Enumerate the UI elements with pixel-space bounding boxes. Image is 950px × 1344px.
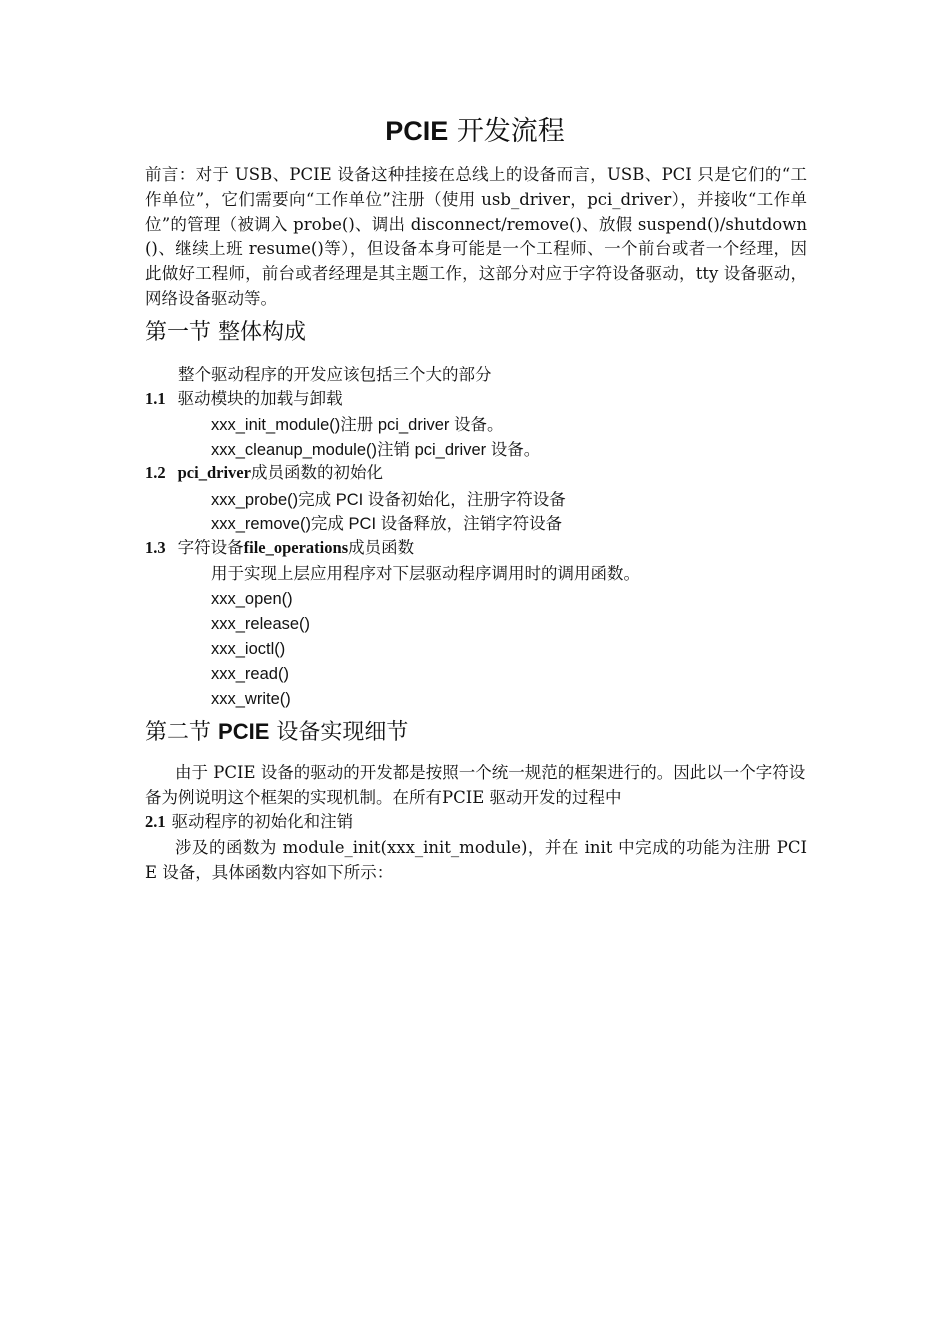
subsection-1-3-number: 1.3: [145, 538, 166, 557]
title-latin: PCIE: [385, 116, 449, 146]
subsection-1-2: [145, 461, 383, 485]
section2-paragraph-1: 由于 PCIE 设备的驱动的开发都是按照一个统一规范的框架进行的。因此以一个字符设备为例说明这个框架的实现机制。在所有PCIE 驱动开发的过程中: [145, 763, 806, 807]
list-item: xxx_ioctl(): [211, 640, 286, 658]
section1-heading: 第一节 整体构成: [145, 320, 306, 345]
section2-heading-post: 设备实现细节: [276, 720, 409, 745]
subsection-1-1-number: 1.1: [145, 389, 166, 408]
list-item: xxx_init_module()注册 pci_driver 设备。: [211, 416, 504, 434]
section2-paragraph-2: 涉及的函数为 module_init(xxx_init_module)，并在 init 中完成的功能为注册 PCIE 设备，具体函数内容如下所示：: [145, 838, 807, 882]
subsection-1-3-pre: 字符设备: [177, 538, 244, 557]
list-item: xxx_cleanup_module()注销 pci_driver 设备。: [211, 441, 541, 459]
subsection-1-2-bold: pci_driver: [177, 463, 251, 482]
subsection-1-1-text: 驱动模块的加载与卸载: [177, 389, 343, 408]
subsection-1-3: [145, 536, 414, 560]
subsection-1-3-description: 用于实现上层应用程序对下层驱动程序调用时的调用函数。: [211, 564, 640, 583]
subsection-1-3-bold: file_operations: [243, 538, 349, 557]
list-item: xxx_remove()完成 PCI 设备释放，注销字符设备: [211, 515, 563, 533]
subsection-1-2-number: 1.2: [145, 463, 166, 482]
list-item: xxx_write(): [211, 690, 291, 708]
section2-heading: [145, 717, 408, 748]
section2-heading-pre: 第二节: [145, 720, 212, 745]
subsection-2-1-number: 2.1: [145, 812, 166, 831]
section1-lead: 整个驱动程序的开发应该包括三个大的部分: [178, 365, 492, 384]
list-item: xxx_release(): [211, 615, 311, 633]
subsection-2-1-text: 驱动程序的初始化和注销: [171, 812, 354, 831]
subsection-1-2-text: 成员函数的初始化: [250, 463, 383, 482]
title-cjk: 开发流程: [456, 116, 565, 147]
list-item: xxx_read(): [211, 665, 289, 683]
list-item: xxx_open(): [211, 590, 293, 608]
subsection-1-1: [145, 387, 343, 411]
subsection-1-3-text: 成员函数: [348, 538, 415, 557]
list-item: xxx_probe()完成 PCI 设备初始化，注册字符设备: [211, 491, 566, 509]
subsection-2-1: [145, 810, 353, 834]
document-title: [0, 111, 950, 152]
section2-heading-latin: PCIE: [218, 719, 270, 744]
intro-paragraph: 前言：对于 USB、PCIE 设备这种挂接在总线上的设备而言，USB、PCI 只是它们的“工作单位”，它们需要向“工作单位”注册（使用 usb_driver，pci_driver），并接收“工作单位”的管理（被调入 probe()、调出 disconnect/remove()、放假 suspend()/shutdown()、继续上班 resume()等），但设备本身可能是一个工程师、一个前台或者一个经理，因此做好工程师，前台或者经理是其主题工作，这部分对应于字符设备驱动，tty 设备驱动，网络设备驱动等。: [145, 165, 807, 308]
